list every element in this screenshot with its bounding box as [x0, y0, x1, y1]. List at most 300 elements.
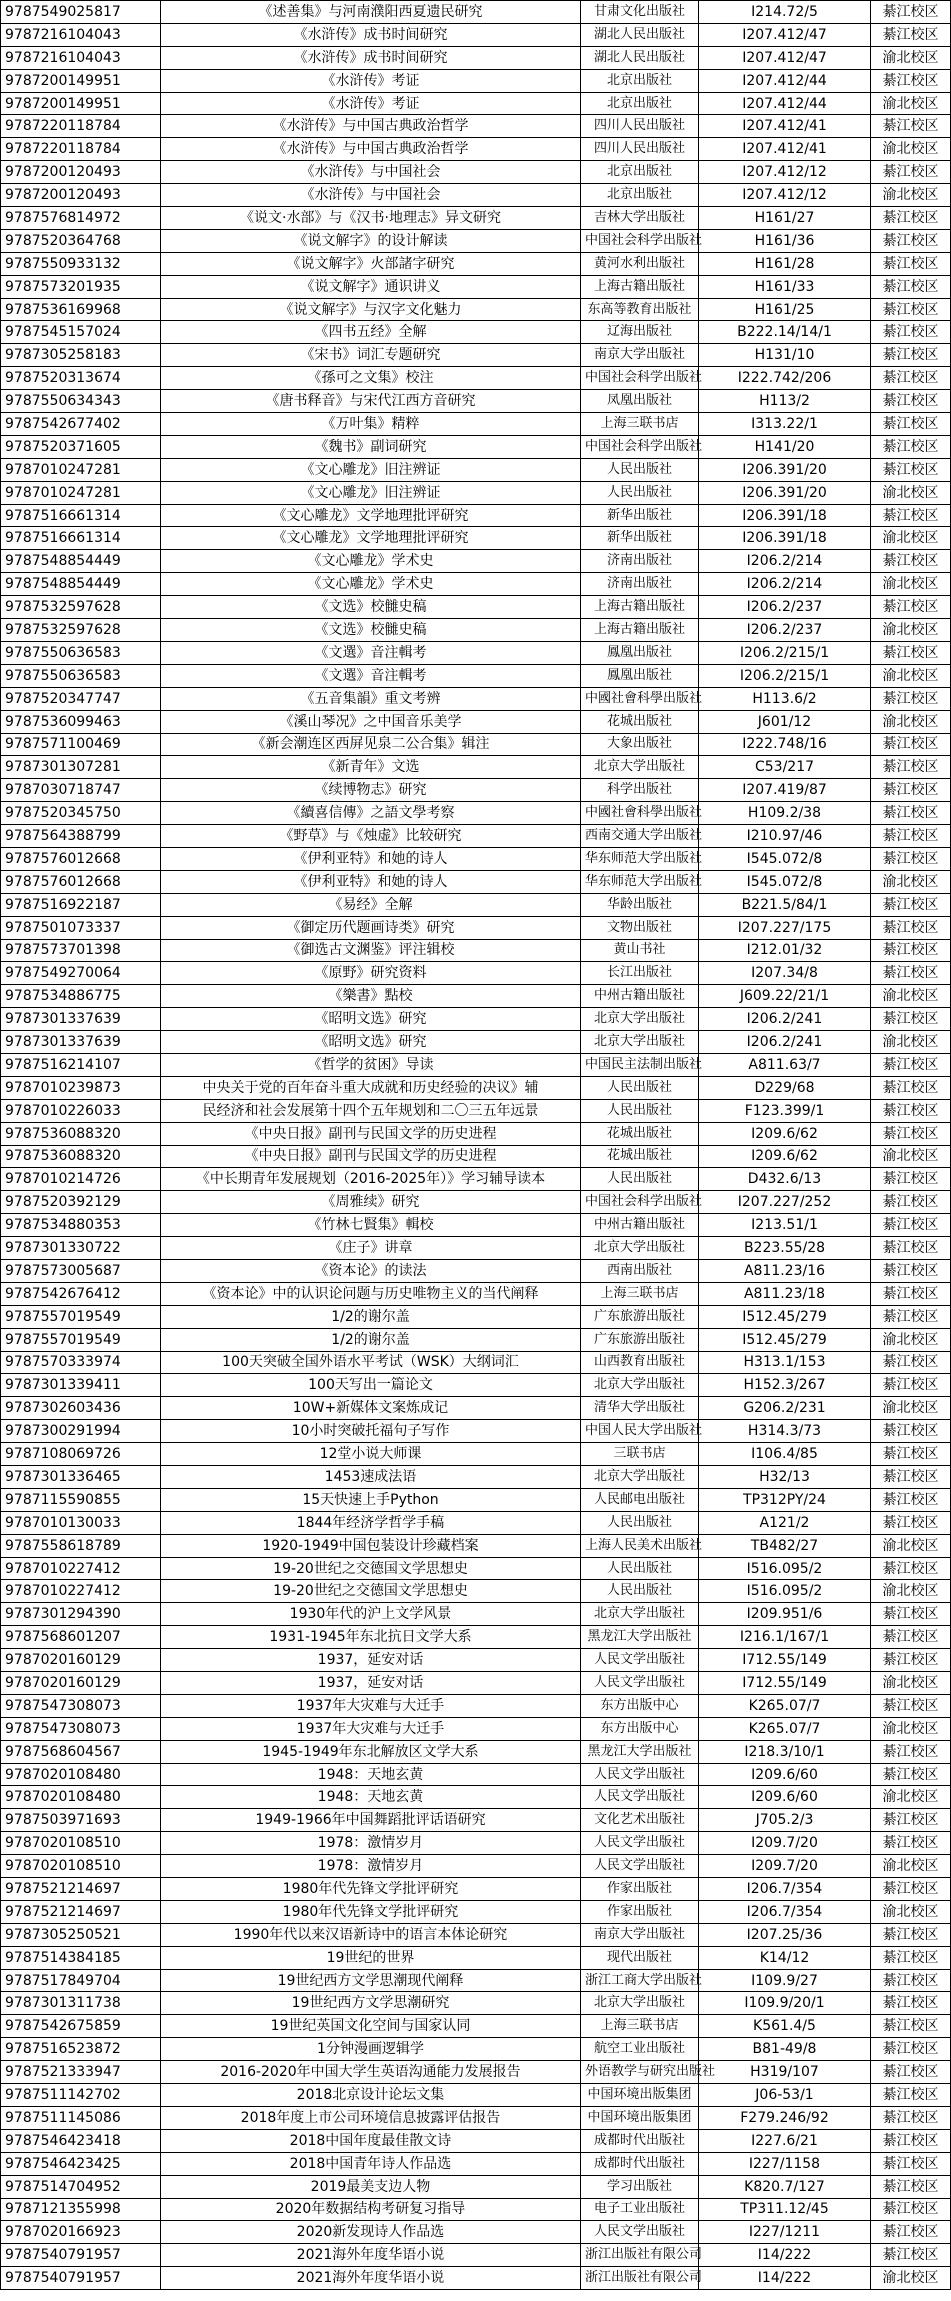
table-row [1, 1534, 951, 1557]
publisher-cell: 中國社會科學出版社 [581, 687, 699, 710]
title-cell: 1920-1949中国包装设计珍藏档案 [161, 1534, 581, 1557]
publisher-cell: 北京出版社 [581, 161, 699, 184]
call-number-cell: I213.51/1 [699, 1214, 871, 1237]
call-number-cell: C53/217 [699, 756, 871, 779]
title-cell: 《水浒传》考证 [161, 92, 581, 115]
table-row [1, 1076, 951, 1099]
campus-cell: 綦江校区 [871, 390, 951, 413]
publisher-cell: 中国社会科学出版社 [581, 435, 699, 458]
call-number-cell: H161/36 [699, 229, 871, 252]
call-number-cell: TB482/27 [699, 1534, 871, 1557]
table-row [1, 527, 951, 550]
call-number-cell: I209.6/62 [699, 1122, 871, 1145]
isbn-cell: 9787532597628 [1, 619, 161, 642]
title-cell: 《文心雕龙》文学地理批评研究 [161, 527, 581, 550]
isbn-cell: 9787540791957 [1, 2244, 161, 2267]
table-row [1, 252, 951, 275]
publisher-cell: 人民文学出版社 [581, 1763, 699, 1786]
title-cell: 《哲学的贫困》导读 [161, 1053, 581, 1076]
publisher-cell: 中州古籍出版社 [581, 1214, 699, 1237]
table-row [1, 184, 951, 207]
publisher-cell: 人民出版社 [581, 458, 699, 481]
title-cell: 1分钟漫画逻辑学 [161, 2038, 581, 2061]
title-cell: 《说文解字》通识讲义 [161, 275, 581, 298]
title-cell: 1/2的谢尔盖 [161, 1305, 581, 1328]
isbn-cell: 9787576012668 [1, 870, 161, 893]
isbn-cell: 9787534880353 [1, 1214, 161, 1237]
isbn-cell: 9787511145086 [1, 2106, 161, 2129]
publisher-cell: 中国社会科学出版社 [581, 1191, 699, 1214]
isbn-cell: 9787521333947 [1, 2061, 161, 2084]
campus-cell: 綦江校区 [871, 1237, 951, 1260]
call-number-cell: B223.55/28 [699, 1237, 871, 1260]
campus-cell: 綦江校区 [871, 1374, 951, 1397]
table-row [1, 1443, 951, 1466]
campus-cell: 綦江校区 [871, 1191, 951, 1214]
campus-cell: 綦江校区 [871, 1763, 951, 1786]
publisher-cell: 长江出版社 [581, 962, 699, 985]
call-number-cell: I516.095/2 [699, 1580, 871, 1603]
call-number-cell: I206.7/354 [699, 1900, 871, 1923]
title-cell: 《伊利亚特》和她的诗人 [161, 847, 581, 870]
table-row [1, 413, 951, 436]
publisher-cell: 人民文学出版社 [581, 1786, 699, 1809]
isbn-cell: 9787520392129 [1, 1191, 161, 1214]
campus-cell: 綦江校区 [871, 23, 951, 46]
isbn-cell: 9787501073337 [1, 916, 161, 939]
campus-cell: 綦江校区 [871, 1259, 951, 1282]
publisher-cell: 东方出版中心 [581, 1717, 699, 1740]
call-number-cell: I206.391/18 [699, 504, 871, 527]
table-row [1, 985, 951, 1008]
isbn-cell: 9787301294390 [1, 1603, 161, 1626]
table-row [1, 229, 951, 252]
publisher-cell: 上海三联书店 [581, 1282, 699, 1305]
isbn-cell: 9787520345750 [1, 802, 161, 825]
publisher-cell: 花城出版社 [581, 1145, 699, 1168]
call-number-cell: TP312PY/24 [699, 1488, 871, 1511]
publisher-cell: 新华出版社 [581, 527, 699, 550]
call-number-cell: I227/1158 [699, 2152, 871, 2175]
isbn-cell: 9787010226033 [1, 1099, 161, 1122]
title-cell: 19世纪西方文学思潮研究 [161, 1992, 581, 2015]
campus-cell: 綦江校区 [871, 2152, 951, 2175]
call-number-cell: I222.748/16 [699, 733, 871, 756]
table-row [1, 802, 951, 825]
campus-cell: 綦江校区 [871, 2244, 951, 2267]
campus-cell: 綦江校区 [871, 1214, 951, 1237]
title-cell: 1978：激情岁月 [161, 1832, 581, 1855]
table-row [1, 1740, 951, 1763]
title-cell: 《文心雕龙》旧注辨证 [161, 481, 581, 504]
publisher-cell: 上海古籍出版社 [581, 596, 699, 619]
table-row [1, 2015, 951, 2038]
title-cell: 1949-1966年中国舞蹈批评话语研究 [161, 1809, 581, 1832]
isbn-cell: 9787570333974 [1, 1351, 161, 1374]
publisher-cell: 人民文学出版社 [581, 1855, 699, 1878]
call-number-cell: H152.3/267 [699, 1374, 871, 1397]
campus-cell: 綦江校区 [871, 229, 951, 252]
table-row [1, 344, 951, 367]
campus-cell: 綦江校区 [871, 916, 951, 939]
title-cell: 《水浒传》与中国古典政治哲学 [161, 138, 581, 161]
title-cell: 《文選》音注輯考 [161, 641, 581, 664]
campus-cell: 綦江校区 [871, 2129, 951, 2152]
title-cell: 1937，延安对话 [161, 1649, 581, 1672]
publisher-cell: 黑龙江大学出版社 [581, 1626, 699, 1649]
table-row [1, 779, 951, 802]
publisher-cell: 浙江出版社有限公司 [581, 2267, 699, 2290]
publisher-cell: 南京大学出版社 [581, 344, 699, 367]
table-row [1, 435, 951, 458]
campus-cell: 綦江校区 [871, 2198, 951, 2221]
isbn-cell: 9787521214697 [1, 1878, 161, 1901]
campus-cell: 綦江校区 [871, 161, 951, 184]
title-cell: 2020新发现诗人作品选 [161, 2221, 581, 2244]
campus-cell: 綦江校区 [871, 2221, 951, 2244]
publisher-cell: 人民文学出版社 [581, 2221, 699, 2244]
call-number-cell: I222.742/206 [699, 367, 871, 390]
table-row [1, 1237, 951, 1260]
campus-cell: 綦江校区 [871, 344, 951, 367]
call-number-cell: I712.55/149 [699, 1649, 871, 1672]
table-row [1, 847, 951, 870]
table-row [1, 1305, 951, 1328]
call-number-cell: I209.7/20 [699, 1855, 871, 1878]
call-number-cell: J601/12 [699, 710, 871, 733]
publisher-cell: 西南出版社 [581, 1259, 699, 1282]
campus-cell: 綦江校区 [871, 1649, 951, 1672]
table-row [1, 733, 951, 756]
table-row [1, 2084, 951, 2107]
publisher-cell: 人民文学出版社 [581, 1649, 699, 1672]
campus-cell: 綦江校区 [871, 687, 951, 710]
title-cell: 2018年度上市公司环境信息披露评估报告 [161, 2106, 581, 2129]
title-cell: 2019最美支边人物 [161, 2175, 581, 2198]
table-row [1, 2061, 951, 2084]
title-cell: 《竹林七賢集》輯校 [161, 1214, 581, 1237]
title-cell: 1931-1945年东北抗日文学大系 [161, 1626, 581, 1649]
publisher-cell: 中國社會科學出版社 [581, 802, 699, 825]
isbn-cell: 9787020108510 [1, 1855, 161, 1878]
publisher-cell: 三联书店 [581, 1443, 699, 1466]
table-row [1, 1053, 951, 1076]
call-number-cell: H161/33 [699, 275, 871, 298]
title-cell: 《说文解字》与汉字文化魅力 [161, 298, 581, 321]
isbn-cell: 9787301339411 [1, 1374, 161, 1397]
call-number-cell: B221.5/84/1 [699, 893, 871, 916]
call-number-cell: H131/10 [699, 344, 871, 367]
call-number-cell: I206.2/237 [699, 596, 871, 619]
isbn-cell: 9787536088320 [1, 1145, 161, 1168]
publisher-cell: 学习出版社 [581, 2175, 699, 2198]
call-number-cell: I227.6/21 [699, 2129, 871, 2152]
campus-cell: 渝北校区 [871, 1900, 951, 1923]
table-row [1, 596, 951, 619]
title-cell: 1990年代以来汉语新诗中的语言本体论研究 [161, 1923, 581, 1946]
campus-cell: 綦江校区 [871, 1443, 951, 1466]
isbn-cell: 9787514384185 [1, 1946, 161, 1969]
table-row [1, 1282, 951, 1305]
title-cell: 100天突破全国外语水平考试（WSK）大纲词汇 [161, 1351, 581, 1374]
title-cell: 《易经》全解 [161, 893, 581, 916]
isbn-cell: 9787568601207 [1, 1626, 161, 1649]
isbn-cell: 9787550636583 [1, 641, 161, 664]
call-number-cell: I227/1211 [699, 2221, 871, 2244]
table-row [1, 1878, 951, 1901]
call-number-cell: I210.97/46 [699, 825, 871, 848]
campus-cell: 綦江校区 [871, 321, 951, 344]
campus-cell: 綦江校区 [871, 435, 951, 458]
call-number-cell: I206.391/18 [699, 527, 871, 550]
table-row [1, 870, 951, 893]
isbn-cell: 9787301337639 [1, 1031, 161, 1054]
title-cell: 1948：天地玄黄 [161, 1786, 581, 1809]
publisher-cell: 中国民主法制出版社 [581, 1053, 699, 1076]
publisher-cell: 四川人民出版社 [581, 138, 699, 161]
campus-cell: 綦江校区 [871, 1420, 951, 1443]
title-cell: 《说文解字》的设计解读 [161, 229, 581, 252]
isbn-cell: 9787020108480 [1, 1763, 161, 1786]
publisher-cell: 中州古籍出版社 [581, 985, 699, 1008]
title-cell: 1978：激情岁月 [161, 1855, 581, 1878]
title-cell: 《新青年》文选 [161, 756, 581, 779]
isbn-cell: 9787564388799 [1, 825, 161, 848]
isbn-cell: 9787030718747 [1, 779, 161, 802]
campus-cell: 綦江校区 [871, 207, 951, 230]
publisher-cell: 花城出版社 [581, 710, 699, 733]
publisher-cell: 人民邮电出版社 [581, 1488, 699, 1511]
title-cell: 1453速成法语 [161, 1466, 581, 1489]
publisher-cell: 人民文学出版社 [581, 1672, 699, 1695]
title-cell: 《中央日报》副刊与民国文学的历史进程 [161, 1145, 581, 1168]
title-cell: 《文选》校雠史稿 [161, 619, 581, 642]
title-cell: 2021海外年度华语小说 [161, 2244, 581, 2267]
campus-cell: 綦江校区 [871, 2175, 951, 2198]
isbn-cell: 9787516922187 [1, 893, 161, 916]
publisher-cell: 中国社会科学出版社 [581, 229, 699, 252]
title-cell: 1937，延安对话 [161, 1672, 581, 1695]
campus-cell: 渝北校区 [871, 46, 951, 69]
title-cell: 《文心雕龙》学术史 [161, 573, 581, 596]
title-cell: 《水浒传》成书时间研究 [161, 23, 581, 46]
title-cell: 19-20世纪之交德国文学思想史 [161, 1557, 581, 1580]
title-cell: 1937年大灾难与大迁手 [161, 1717, 581, 1740]
call-number-cell: F123.399/1 [699, 1099, 871, 1122]
campus-cell: 綦江校区 [871, 413, 951, 436]
title-cell: 《水浒传》与中国社会 [161, 184, 581, 207]
campus-cell: 綦江校区 [871, 69, 951, 92]
isbn-cell: 9787514704952 [1, 2175, 161, 2198]
publisher-cell: 北京大学出版社 [581, 1237, 699, 1260]
table-row [1, 1488, 951, 1511]
isbn-cell: 9787010214726 [1, 1168, 161, 1191]
title-cell: 2018中国年度最佳散文诗 [161, 2129, 581, 2152]
isbn-cell: 9787542676412 [1, 1282, 161, 1305]
table-row [1, 1969, 951, 1992]
title-cell: 《原野》研究资料 [161, 962, 581, 985]
publisher-cell: 华龄出版社 [581, 893, 699, 916]
publisher-cell: 航空工业出版社 [581, 2038, 699, 2061]
campus-cell: 綦江校区 [871, 2015, 951, 2038]
publisher-cell: 中国环境出版集团 [581, 2084, 699, 2107]
call-number-cell: I207.227/175 [699, 916, 871, 939]
call-number-cell: I214.72/5 [699, 1, 871, 24]
campus-cell: 綦江校区 [871, 1694, 951, 1717]
publisher-cell: 北京出版社 [581, 92, 699, 115]
isbn-cell: 9787540791957 [1, 2267, 161, 2290]
campus-cell: 綦江校区 [871, 1557, 951, 1580]
title-cell: 2018北京设计论坛文集 [161, 2084, 581, 2107]
publisher-cell: 人民出版社 [581, 1511, 699, 1534]
publisher-cell: 上海三联书店 [581, 413, 699, 436]
call-number-cell: H314.3/73 [699, 1420, 871, 1443]
isbn-cell: 9787010247281 [1, 481, 161, 504]
isbn-cell: 9787516661314 [1, 504, 161, 527]
isbn-cell: 9787301311738 [1, 1992, 161, 2015]
isbn-cell: 9787571100469 [1, 733, 161, 756]
isbn-cell: 9787301307281 [1, 756, 161, 779]
campus-cell: 渝北校区 [871, 985, 951, 1008]
campus-cell: 渝北校区 [871, 1580, 951, 1603]
title-cell: 2018中国青年诗人作品选 [161, 2152, 581, 2175]
campus-cell: 綦江校区 [871, 1053, 951, 1076]
table-row [1, 481, 951, 504]
publisher-cell: 北京大学出版社 [581, 1466, 699, 1489]
title-cell: 《资本论》中的认识论问题与历史唯物主义的当代阐释 [161, 1282, 581, 1305]
campus-cell: 渝北校区 [871, 527, 951, 550]
campus-cell: 綦江校区 [871, 1969, 951, 1992]
campus-cell: 綦江校区 [871, 733, 951, 756]
isbn-cell: 9787302603436 [1, 1397, 161, 1420]
title-cell: 《文心雕龙》学术史 [161, 550, 581, 573]
isbn-cell: 9787536169968 [1, 298, 161, 321]
table-row [1, 962, 951, 985]
title-cell: 《御选古文渊鉴》评注辑校 [161, 939, 581, 962]
table-row [1, 1099, 951, 1122]
table-row [1, 367, 951, 390]
isbn-cell: 9787536099463 [1, 710, 161, 733]
publisher-cell: 凤凰出版社 [581, 390, 699, 413]
isbn-cell: 9787576814972 [1, 207, 161, 230]
title-cell: 1844年经济学哲学手稿 [161, 1511, 581, 1534]
campus-cell: 渝北校区 [871, 710, 951, 733]
campus-cell: 綦江校区 [871, 939, 951, 962]
isbn-cell: 9787301336465 [1, 1466, 161, 1489]
publisher-cell: 四川人民出版社 [581, 115, 699, 138]
isbn-cell: 9787542675859 [1, 2015, 161, 2038]
call-number-cell: I206.2/215/1 [699, 664, 871, 687]
call-number-cell: I106.4/85 [699, 1443, 871, 1466]
call-number-cell: H141/20 [699, 435, 871, 458]
campus-cell: 綦江校区 [871, 367, 951, 390]
call-number-cell: F279.246/92 [699, 2106, 871, 2129]
title-cell: 《资本论》的读法 [161, 1259, 581, 1282]
table-row [1, 390, 951, 413]
title-cell: 1945-1949年东北解放区文学大系 [161, 1740, 581, 1763]
title-cell: 《说文·水部》与《汉书·地理志》异文研究 [161, 207, 581, 230]
table-row [1, 1557, 951, 1580]
table-row [1, 2198, 951, 2221]
call-number-cell: I212.01/32 [699, 939, 871, 962]
isbn-cell: 9787536088320 [1, 1122, 161, 1145]
call-number-cell: K265.07/7 [699, 1717, 871, 1740]
campus-cell: 綦江校区 [871, 458, 951, 481]
campus-cell: 綦江校区 [871, 825, 951, 848]
title-cell: 《四书五经》全解 [161, 321, 581, 344]
call-number-cell: I206.2/241 [699, 1008, 871, 1031]
call-number-cell: H113/2 [699, 390, 871, 413]
title-cell: 1937年大灾难与大迁手 [161, 1694, 581, 1717]
call-number-cell: I207.412/41 [699, 115, 871, 138]
call-number-cell: I206.391/20 [699, 458, 871, 481]
campus-cell: 綦江校区 [871, 1626, 951, 1649]
title-cell: 《庄子》讲章 [161, 1237, 581, 1260]
campus-cell: 綦江校区 [871, 893, 951, 916]
table-row [1, 687, 951, 710]
call-number-cell: A121/2 [699, 1511, 871, 1534]
title-cell: 15天快速上手Python [161, 1488, 581, 1511]
campus-cell: 綦江校区 [871, 1992, 951, 2015]
publisher-cell: 黑龙江大学出版社 [581, 1740, 699, 1763]
isbn-cell: 9787020108510 [1, 1832, 161, 1855]
title-cell: 《御定历代题画诗类》研究 [161, 916, 581, 939]
isbn-cell: 9787549270064 [1, 962, 161, 985]
publisher-cell: 人民出版社 [581, 1076, 699, 1099]
campus-cell: 綦江校区 [871, 1099, 951, 1122]
table-row [1, 664, 951, 687]
table-row [1, 1672, 951, 1695]
isbn-cell: 9787546423425 [1, 2152, 161, 2175]
isbn-cell: 9787558618789 [1, 1534, 161, 1557]
campus-cell: 渝北校区 [871, 1145, 951, 1168]
isbn-cell: 9787534886775 [1, 985, 161, 1008]
campus-cell: 綦江校区 [871, 1946, 951, 1969]
table-row [1, 1809, 951, 1832]
title-cell: 《中长期青年发展规划（2016-2025年）》学习辅导读本 [161, 1168, 581, 1191]
isbn-cell: 9787020108480 [1, 1786, 161, 1809]
publisher-cell: 黄河水利出版社 [581, 252, 699, 275]
campus-cell: 綦江校区 [871, 1282, 951, 1305]
table-row [1, 1031, 951, 1054]
title-cell: 100天写出一篇论文 [161, 1374, 581, 1397]
title-cell: 19世纪英国文化空间与国家认同 [161, 2015, 581, 2038]
publisher-cell: 北京出版社 [581, 184, 699, 207]
publisher-cell: 山西教育出版社 [581, 1351, 699, 1374]
campus-cell: 渝北校区 [871, 664, 951, 687]
campus-cell: 渝北校区 [871, 92, 951, 115]
call-number-cell: H32/13 [699, 1466, 871, 1489]
publisher-cell: 花城出版社 [581, 1122, 699, 1145]
campus-cell: 綦江校区 [871, 779, 951, 802]
campus-cell: 渝北校区 [871, 870, 951, 893]
call-number-cell: I206.2/241 [699, 1031, 871, 1054]
table-row [1, 321, 951, 344]
campus-cell: 綦江校区 [871, 2106, 951, 2129]
title-cell: 《宋书》词汇专题研究 [161, 344, 581, 367]
campus-cell: 綦江校区 [871, 1122, 951, 1145]
table-row [1, 458, 951, 481]
publisher-cell: 济南出版社 [581, 550, 699, 573]
title-cell: 《續喜信傳》之語文學考察 [161, 802, 581, 825]
publisher-cell: 新华出版社 [581, 504, 699, 527]
table-row [1, 1351, 951, 1374]
campus-cell: 渝北校区 [871, 2267, 951, 2290]
title-cell: 中央关于党的百年奋斗重大成就和历史经验的决议》辅 [161, 1076, 581, 1099]
publisher-cell: 成都时代出版社 [581, 2129, 699, 2152]
title-cell: 《溪山琴况》之中国音乐美学 [161, 710, 581, 733]
title-cell: 1980年代先锋文学批评研究 [161, 1900, 581, 1923]
